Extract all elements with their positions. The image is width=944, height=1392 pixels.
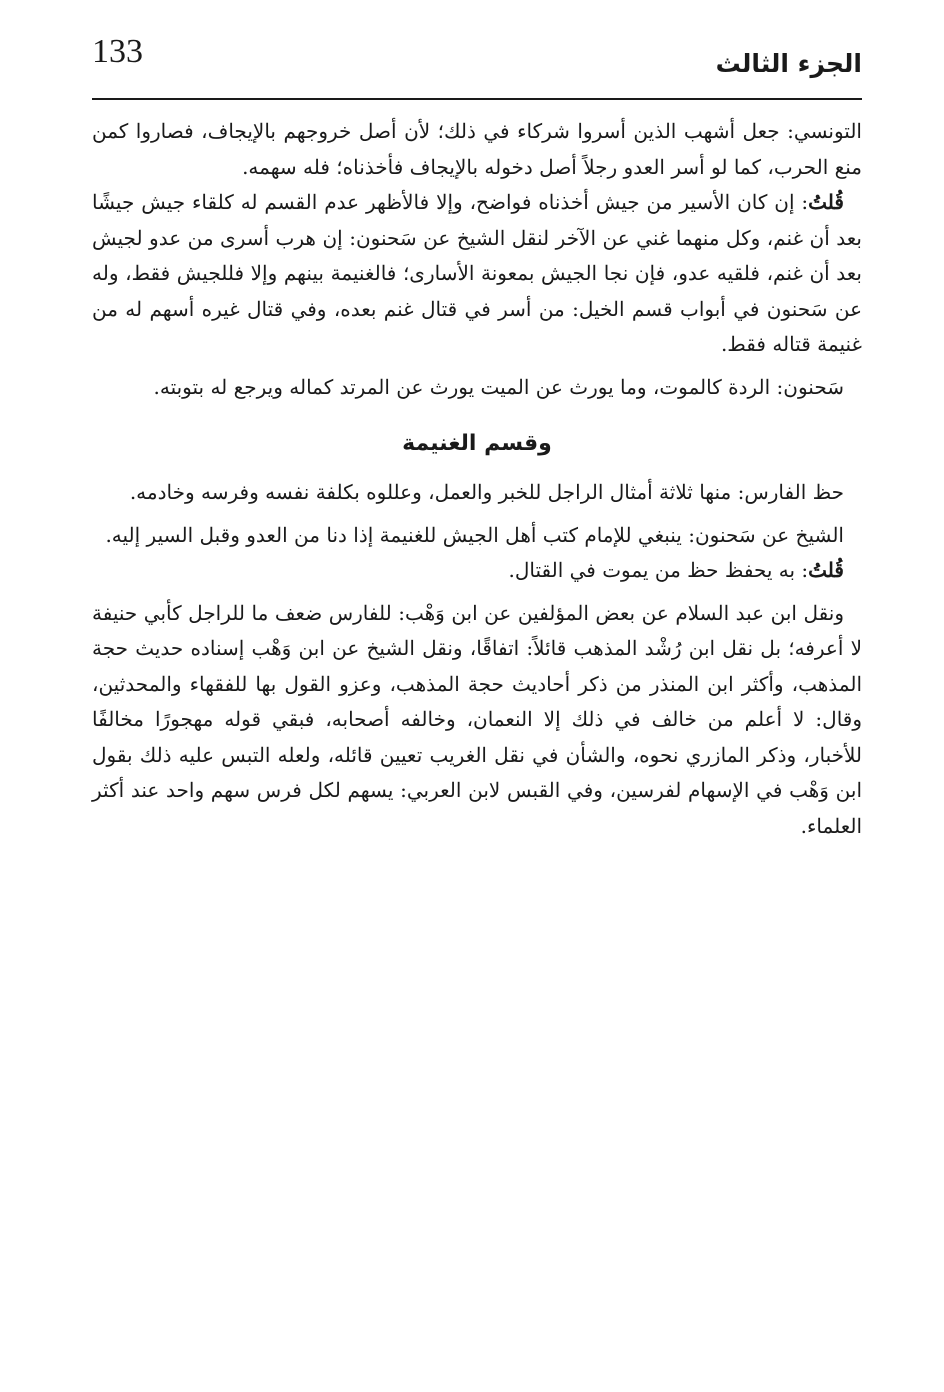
paragraph-text: : إن كان الأسير من جيش أخذناه فواضح، وإلا فالأظهر عدم القسم له كلقاء جيش جيشًا بعد أن غنم، وكل منهما غني عن الآخر لنقل الشيخ عن سَحنون: إن هرب أسرى من عدو لجيش بعد أن غنم، فلقيه عدو، فإن نجا الجيش بمعونة الأسارى؛ فالغنيمة بينهم وإلا فللجيش فقط، وله عن سَحنون في أبواب قسم الخيل: من أسر في قتال غنم بعده، وفي قتال غيره أسهم له من غنيمة قتاله فقط. (92, 190, 863, 356)
qultu-lead: قُلتُ (808, 558, 844, 582)
section-heading: وقسم الغنيمة (402, 431, 552, 456)
paragraph-army-registry (92, 518, 862, 554)
paragraph-text: التونسي: جعل أشهب الذين أسروا شركاء في ذلك؛ لأن أصل خروجهم بالإيجاف، فصاروا كمن منع الحرب، كما لو أسر العدو رجلاً أصل دخوله بالإيجاف فأخذناه؛ فله سهمه. (92, 119, 862, 179)
page-header (92, 28, 862, 100)
part-title: الجزء الثالث (715, 49, 862, 78)
paragraph-text: ونقل ابن عبد السلام عن بعض المؤلفين عن ابن وَهْب: للفارس ضعف ما للراجل كأبي حنيفة لا أعرفه؛ بل نقل ابن رُشْد المذهب قائلاً: اتفاقًا، ونقل الشيخ عن ابن وَهْب إسناده حديث حجة المذهب، وأكثر ابن المنذر من ذكر أحاديث حجة المذهب، وعزو القول بها للفقهاء والمحدثين، وقال: لا أعلم من خالف في ذلك إلا النعمان، وخالفه أصحابه، فبقي قوله مهجورًا مخالفًا للأخبار، وذكر المازري نحوه، والشأن في نقل الغريب تعيين قائله، ولعله التبس عليه ذلك بقول ابن وَهْب في الإسهام لفرسين، وفي القبس لابن العربي: يسهم لكل فرس سهم واحد عند أكثر العلماء. (92, 600, 862, 838)
paragraph-text: الشيخ عن سَحنون: ينبغي للإمام كتب أهل الجيش للغنيمة إذا دنا من العدو وقبل السير إليه. (105, 522, 844, 547)
paragraph-ibn-abd-salam (92, 596, 862, 845)
paragraph-text: حظ الفارس: منها ثلاثة أمثال الراجل للخبر والعمل، وعللوه بكلفة نفسه وفرسه وخادمه. (129, 480, 844, 504)
qultu-lead: قُلتُ (808, 190, 844, 214)
paragraph-qultu-captive (92, 185, 862, 363)
paragraph-text: سَحنون: الردة كالموت، وما يورث عن الميت يورث عن المرتد كماله ويرجع له بتوبته. (153, 374, 844, 399)
paragraph-tunisi (92, 114, 862, 185)
paragraph-text: : به يحفظ حظ من يموت في القتال. (508, 558, 809, 582)
page-body (92, 114, 862, 851)
paragraph-horseman-share (92, 475, 862, 511)
paragraph-qultu-share (92, 553, 862, 589)
paragraph-sahnun-apostasy (92, 370, 862, 406)
page-number: 133 (92, 33, 143, 70)
